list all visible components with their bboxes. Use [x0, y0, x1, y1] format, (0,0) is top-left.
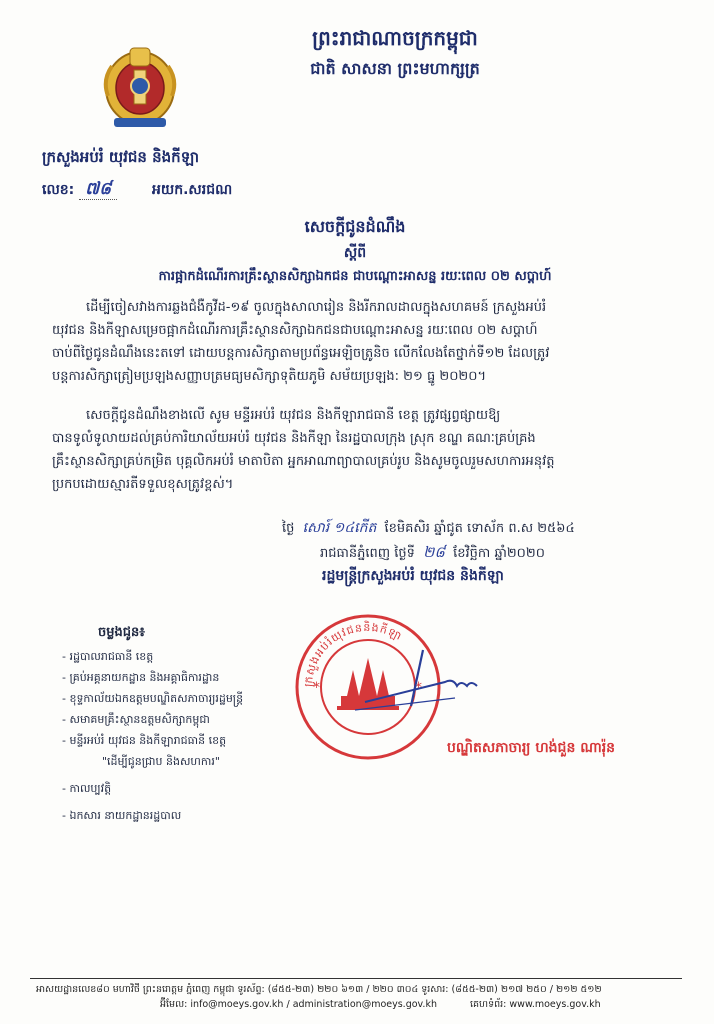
body-paragraph-2 [52, 404, 672, 496]
lunar-date-handwritten: សោរ៍ ១៤កើត [302, 520, 377, 536]
cc-item: - ខុទ្ទកាល័យឯកឧត្តមបណ្ឌិតសភាចារ្យរដ្ឋមន្ត្រី [62, 692, 244, 705]
paragraph-line: បានទូលំទូលាយដល់គ្រប់ការិយាល័យអប់រំ យុវជន និងកីឡា នៃរដ្ឋបាលក្រុង ស្រុក ខណ្ឌ គណៈគ្រប់គ្រង [52, 431, 536, 446]
lunar-date [282, 518, 575, 539]
cc-heading: ចម្លងជូន៖ [98, 625, 145, 640]
cc-note: "ដើម្បីជូនជ្រាប និងសហការ" [102, 755, 220, 768]
paragraph-line: យុវជន និងកីឡាសម្រេចផ្អាកដំណើរការគ្រឹះស្ថានសិក្សាឯកជនជាបណ្តោះអាសន្ន រយៈពេល ០២ សប្តាហ៍ [52, 323, 538, 338]
footer-address: អាសយដ្ឋានលេខ៨០ មហាវិថី ព្រះនរោត្តម ភ្នំពេញ កម្ពុជា ទូរស័ព្ទ: (៨៥៥-២៣) ២២០ ៦១៣ / ២២០ ៣០៤ ទូរសារ: (៨៥៥-២៣) ២១៧ ២៥០ / ២១២ ៥១២ [36, 984, 602, 995]
seal-text: ក្រសួងអប់រំយុវជននិងកីឡា [301, 620, 405, 688]
cc-item: - កាលប្បវត្តិ [62, 782, 112, 795]
solar-date-prefix: រាជធានីភ្នំពេញ ថ្ងៃទី [320, 546, 415, 561]
signatory-name: បណ្ឌិតសភាចារ្យ ហង់ជួន ណារ៉ុន [447, 740, 616, 756]
footer-divider [30, 978, 682, 979]
cc-item: - គ្រប់អគ្គនាយកដ្ឋាន និងអគ្គាធិការដ្ឋាន [62, 671, 220, 684]
ministry-name: ក្រសួងអប់រំ យុវជន និងកីឡា [42, 148, 200, 166]
paragraph-line: សេចក្តីជូនដំណឹងខាងលើ សូម មន្ទីរអប់រំ យុវជន និងកីឡារាជធានី ខេត្ត ត្រូវផ្សព្វផ្សាយឱ្យ [86, 408, 501, 423]
paragraph-line: ចាប់ពីថ្ងៃជូនដំណឹងនេះតទៅ ដោយបន្តការសិក្សាតាមប្រព័ន្ធអេឡិចត្រូនិច លើកលែងតែថ្នាក់ទី១២ ដែលត្រូវ [52, 346, 550, 361]
cc-item: - សមាគមគ្រឹះស្ថានឧត្តមសិក្សាកម្ពុជា [62, 713, 210, 726]
subject-label: ស្តីពី [343, 245, 367, 261]
svg-text:*: * [415, 680, 422, 696]
cc-item: - ឯកសារ នាយកដ្ឋានរដ្ឋបាល [62, 809, 182, 822]
paragraph-line: បន្តការសិក្សាត្រៀមប្រឡងសញ្ញាបត្រមធ្យមសិក្សាទុតិយភូមិ សម័យប្រឡង: ២១ ធ្នូ ២០២០។ [52, 369, 487, 384]
footer-website[interactable]: www.moeys.gov.kh [509, 999, 601, 1010]
footer-contact [160, 998, 601, 1012]
solar-date [320, 543, 545, 565]
national-motto: ជាតិ សាសនា ព្រះមហាក្សត្រ [310, 59, 480, 78]
footer-email-label: អ៊ីមែល: [160, 999, 188, 1010]
lunar-date-label: ថ្ងៃ [282, 521, 295, 536]
cc-item: - មន្ទីរអប់រំ យុវជន និងកីឡារាជធានី ខេត្ត [62, 734, 227, 747]
kingdom-title: ព្រះរាជាណាចក្រកម្ពុជា [312, 26, 478, 50]
footer-email[interactable]: info@moeys.gov.kh / administration@moeys.gov.kh [190, 999, 437, 1010]
notice-title: សេចក្តីជូនដំណឹង [304, 217, 406, 236]
solar-date-rest: ខែវិច្ឆិកា ឆ្នាំ២០២០ [453, 546, 545, 561]
body-paragraph-1 [52, 296, 672, 388]
cc-item: - រដ្ឋបាលរាជធានី ខេត្ត [62, 650, 154, 663]
ref-suffix: អយក.សរជណ [152, 182, 233, 198]
paragraph-line: ដើម្បីចៀសវាងការឆ្លងជំងឺកូវីដ-១៩ ចូលក្នុងសាលារៀន និងរីករាលដាលក្នុងសហគមន៍ ក្រសួងអប់រំ [86, 300, 547, 315]
signatory-title: រដ្ឋមន្ត្រីក្រសួងអប់រំ យុវជន និងកីឡា [322, 568, 504, 584]
solar-date-handwritten: ២៨ [423, 543, 446, 561]
ministry-emblem-icon [100, 40, 180, 132]
lunar-date-rest: ខែមិគសិរ ឆ្នាំជូត ទោស័ក ព.ស ២៥៦៤ [384, 521, 575, 536]
signature-icon [345, 640, 505, 720]
svg-text:*: * [313, 680, 320, 696]
paragraph-line: ប្រកបដោយស្មារតីទទួលខុសត្រូវខ្ពស់។ [52, 477, 234, 492]
paragraph-line: គ្រឹះស្ថានសិក្សាគ្រប់កម្រិត បុគ្គលិកអប់រំ មាតាបិតា អ្នកអាណាព្យាបាលគ្រប់រូប និងសូមចូលរួមសហការអនុវត្ត [52, 454, 555, 469]
reference-line [42, 178, 232, 203]
notice-subject: ការផ្អាកដំណើរការគ្រឹះស្ថានសិក្សាឯកជន ជាបណ្តោះអាសន្ន រយៈពេល ០២ សប្តាហ៍ [158, 269, 552, 284]
footer-web-label: គេហទំព័រ: [470, 999, 507, 1010]
ref-label: លេខ: [42, 182, 75, 198]
ref-number: ៧៨ [79, 179, 117, 200]
